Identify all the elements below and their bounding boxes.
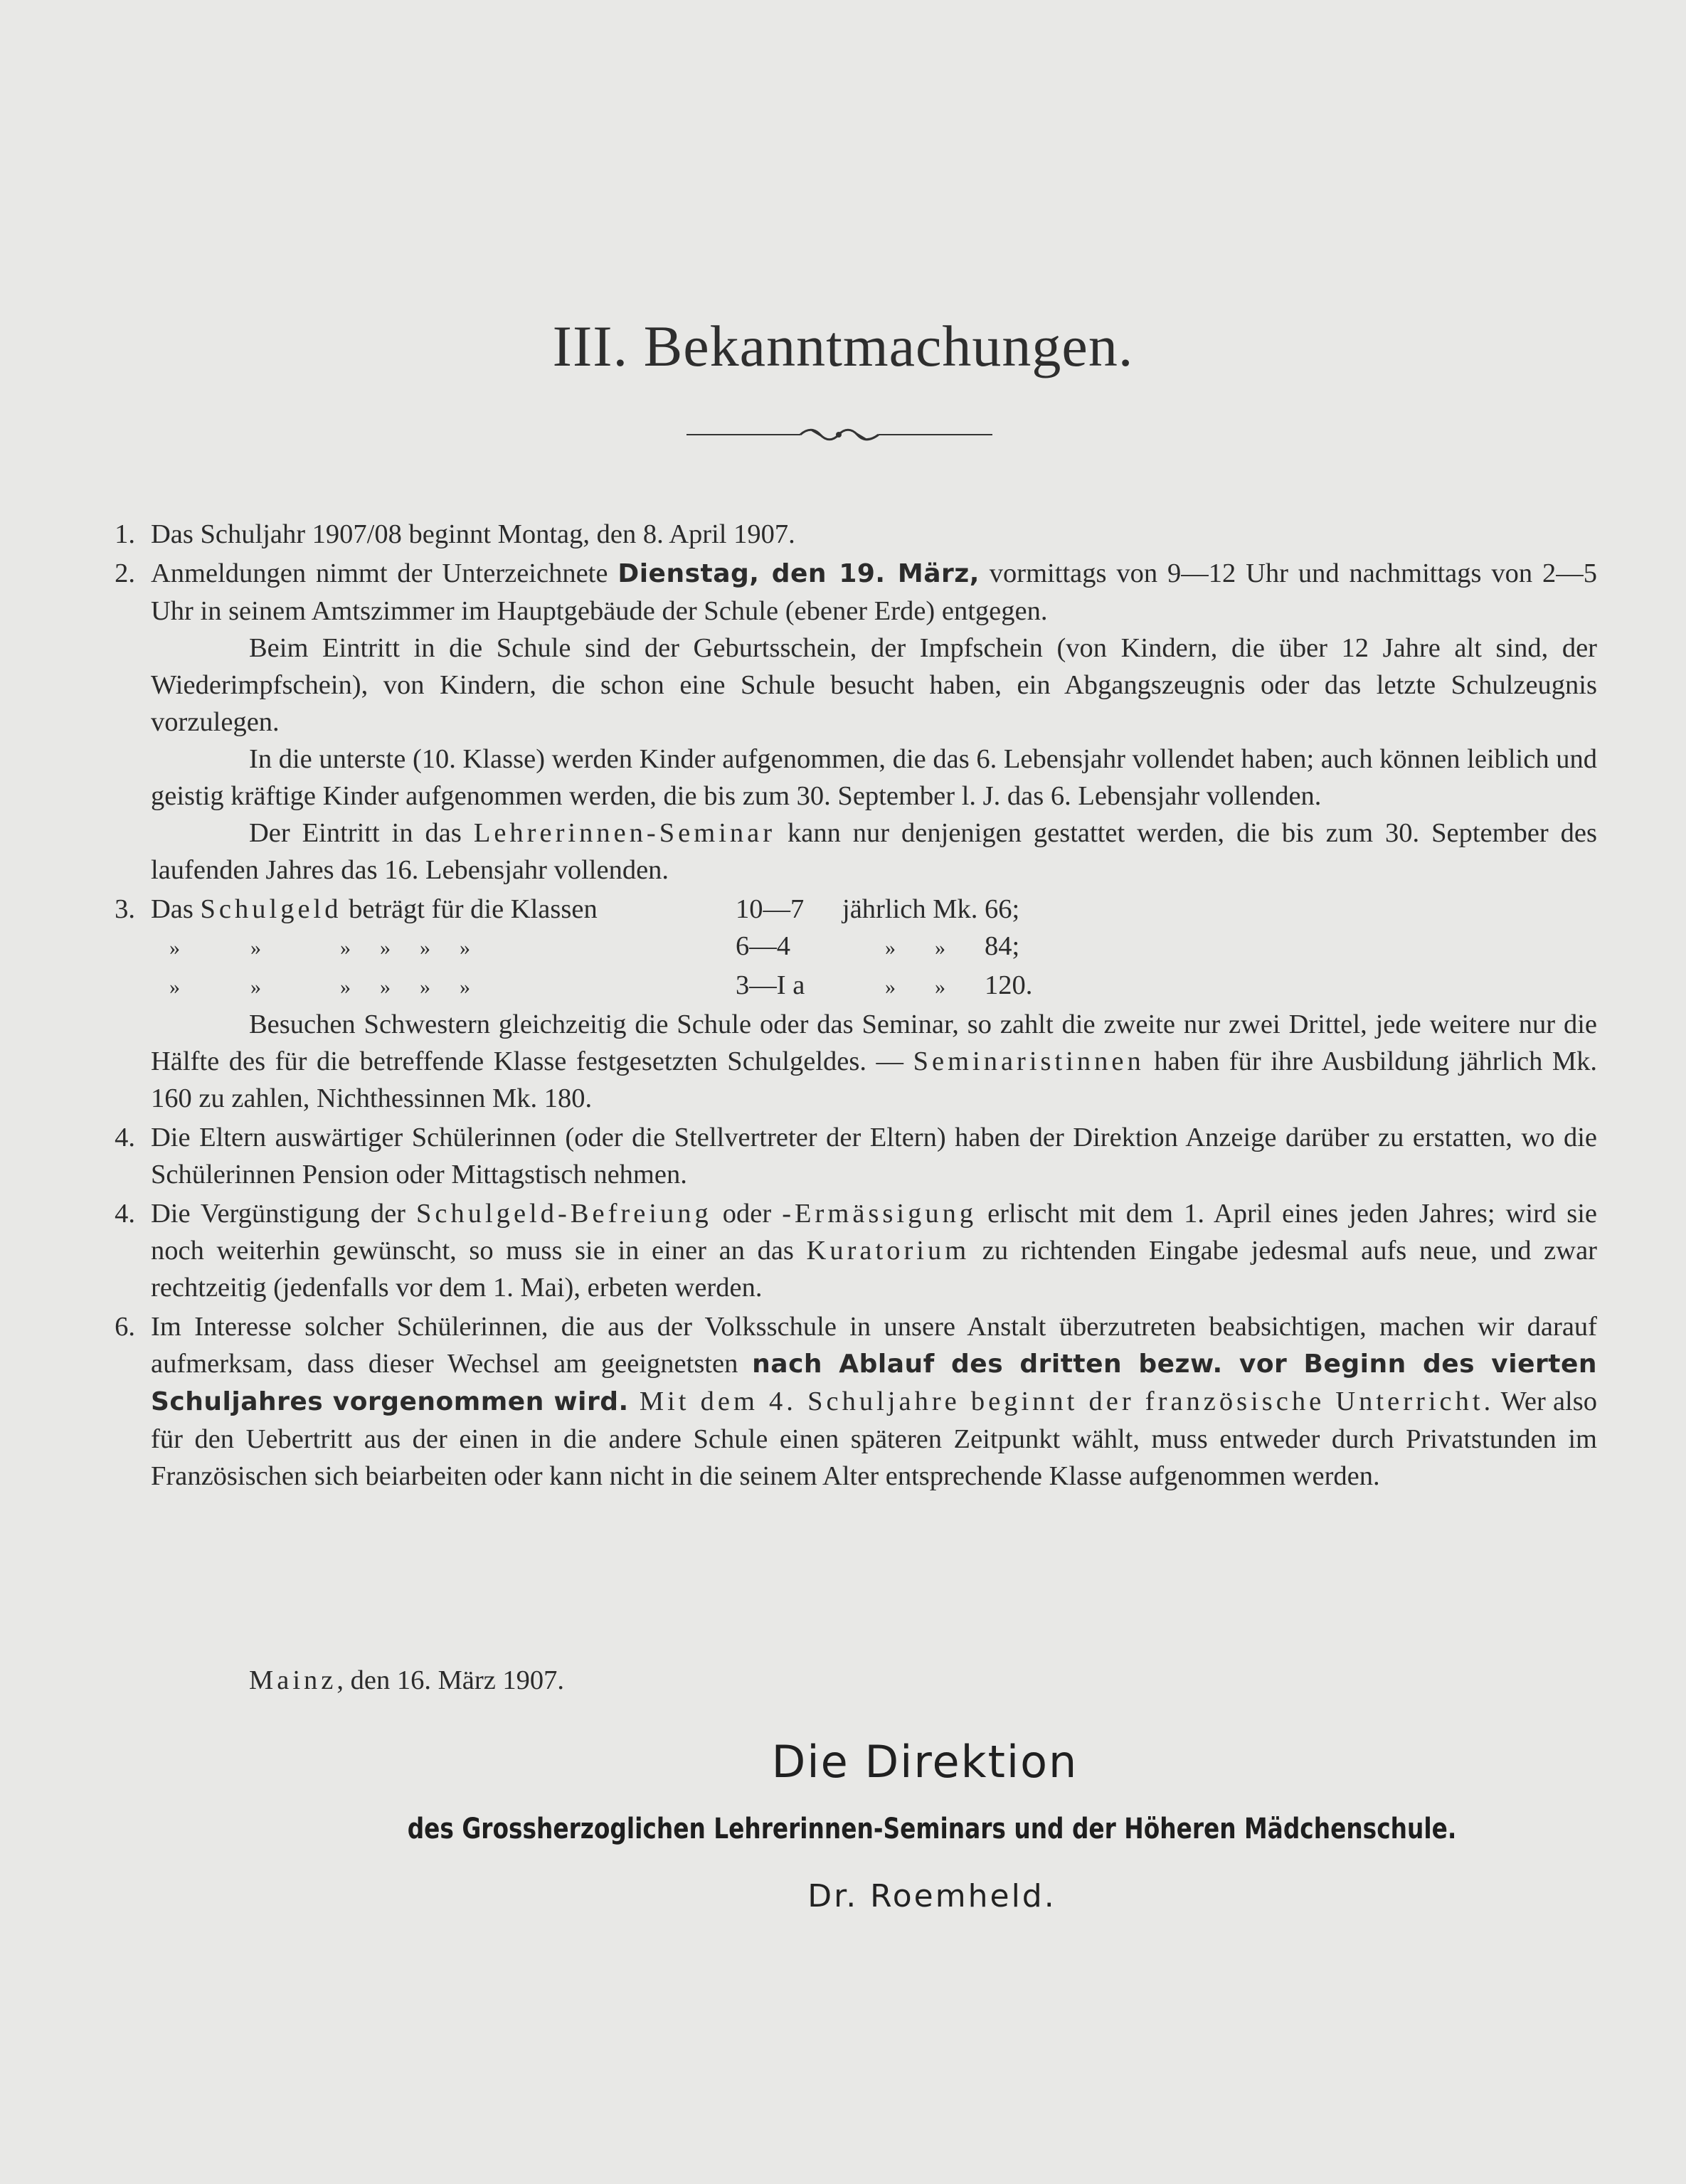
date: , den 16. März 1907. bbox=[336, 1665, 565, 1695]
list-item-4 bbox=[85, 1119, 1597, 1193]
item-number: 3. bbox=[115, 894, 135, 924]
admission-paragraph: In die unterste (10. Klasse) werden Kinder aufgenommen, die das 6. Lebensjahr vollendet haben; auch können leiblich und geistig kräftige Kinder aufgenommen werden, die bis zum 30. September l. J. das 6. Lebensjahr vollenden. bbox=[151, 744, 1597, 811]
item-number: 4. bbox=[115, 1123, 135, 1152]
item-number: 2. bbox=[115, 558, 135, 588]
ditto-marks: » » » » » » bbox=[169, 975, 470, 999]
fee-unit: jährlich Mk. bbox=[842, 894, 978, 924]
list-item-3 bbox=[85, 891, 1597, 1117]
registration-paragraph bbox=[151, 555, 1597, 630]
documents-paragraph: Beim Eintritt in die Schule sind der Geburtsschein, der Impfschein (von Kindern, die über 12 Jahre alt sind, der Wiederimpfschein), von Kindern, die schon eine Schule besucht haben, ein Abgangszeugnis oder das letzte Schulzeugnis vorzulegen. bbox=[151, 633, 1597, 737]
fee-amount: 66; bbox=[985, 894, 1020, 924]
text-run: Der Eintritt in das bbox=[249, 818, 474, 848]
fee-table bbox=[151, 891, 1032, 1006]
text-run: kann nur denjenigen gestattet werden, die bis zum 30. September des laufenden Jahres das 16. Lebensjahr vollenden. bbox=[151, 818, 1597, 885]
place-date bbox=[249, 1665, 564, 1696]
seminar-paragraph bbox=[151, 815, 1597, 889]
item-number: 4. bbox=[115, 1199, 135, 1229]
city: Mainz bbox=[249, 1665, 337, 1695]
bold-emphasis: nach Ablauf des dritten bezw. vor Beginn des vierten Schuljahres vorgenommen wird. bbox=[151, 1350, 1597, 1416]
spaced-term: Lehrerinnen-Seminar bbox=[473, 818, 776, 848]
fee-amount: 84; bbox=[985, 931, 1020, 961]
spaced-term: Schulgeld bbox=[200, 894, 342, 924]
ditto-marks: » » bbox=[885, 936, 945, 960]
text-run: vormittags von 9—12 Uhr und nachmittags von 2—5 Uhr in seinem Amtszimmer im Hauptgebäude der Schule (ebener Erde) entgegen. bbox=[151, 558, 1597, 626]
list-item-5 bbox=[85, 1195, 1597, 1306]
spaced-term: -Ermässigung bbox=[782, 1199, 977, 1229]
ditto-marks: » » » » » » bbox=[169, 936, 470, 960]
item-number: 6. bbox=[115, 1312, 135, 1342]
item-text: Im Interesse solcher Schülerinnen, die aus der Volksschule in unsere Anstalt überzutreten beabsichtigen, machen wir darauf aufmerksam, dass dieser Wechsel am geeignetsten nach Ablauf des dritten bezw. vor Beginn des vierten Schuljahres vorgenommen wird. Mit dem 4. Schuljahre beginnt der französische Unterricht. Wer also für den Uebertritt aus der einen in die andere Schule einen späteren Zeitpunkt wählt, muss entweder durch Privatstunden im Französischen sich beiarbeiten oder kann nicht in die seinem Alter entsprechende Klasse aufgenommen werden. bbox=[151, 1312, 1597, 1491]
signature-title: Die Direktion bbox=[771, 1736, 1078, 1788]
fee-label: Das Schulgeld beträgt für die Klassen bbox=[151, 894, 598, 924]
item-text: Das Schuljahr 1907/08 beginnt Montag, den 8. April 1907. bbox=[151, 519, 795, 549]
list-item-2 bbox=[85, 555, 1597, 889]
signer-name: Dr. Roemheld. bbox=[807, 1878, 1056, 1914]
fee-class-range: 3—I a bbox=[736, 970, 805, 1000]
announcement-list bbox=[85, 516, 1597, 1497]
text-run: Anmeldungen nimmt der Unterzeichnete bbox=[151, 558, 618, 588]
fee-class-range: 10—7 bbox=[736, 894, 805, 924]
siblings-paragraph: Besuchen Schwestern gleichzeitig die Schule oder das Seminar, so zahlt die zweite nur zwei Drittel, jede weitere nur die Hälfte des für die betreffende Klasse festgesetzten Schulgeldes. — Seminaristinnen haben für ihre Ausbildung jährlich Mk. 160 zu zahlen, Nichthessinnen Mk. 180. bbox=[151, 1009, 1597, 1113]
list-item-1 bbox=[85, 516, 1597, 553]
item-text: Die Eltern auswärtiger Schülerinnen (oder die Stellvertreter der Eltern) haben der Direktion Anzeige darüber zu erstatten, wo die Schülerinnen Pension oder Mittagstisch nehmen. bbox=[151, 1123, 1597, 1189]
fee-row bbox=[151, 967, 1032, 1006]
fee-row bbox=[151, 891, 1032, 928]
item-number: 1. bbox=[115, 519, 135, 549]
fee-class-range: 6—4 bbox=[736, 931, 790, 961]
spaced-term: Mit dem 4. Schuljahre beginnt der französische Unterricht. bbox=[628, 1387, 1495, 1416]
signature-institution: des Grossherzoglichen Lehrerinnen-Seminars und der Höheren Mädchenschule. bbox=[407, 1813, 1457, 1845]
bold-date: Dienstag, den 19. März, bbox=[617, 559, 980, 588]
fee-amount: 120. bbox=[985, 970, 1033, 1000]
spaced-term: Kuratorium bbox=[806, 1236, 970, 1266]
spaced-term: Schulgeld-Befreiung bbox=[416, 1199, 712, 1229]
item-text: Die Vergünstigung der Schulgeld-Befreiung oder -Ermässigung erlischt mit dem 1. April eines jeden Jahres; wird sie noch weiterhin gewünscht, so muss sie in einer an das Kuratorium zu richtenden Eingabe jedesmal aufs neue, und zwar rechtzeitig (jedenfalls vor dem 1. Mai), erbeten werden. bbox=[151, 1199, 1597, 1303]
list-item-6 bbox=[85, 1308, 1597, 1495]
ornament-divider-icon bbox=[686, 424, 992, 445]
page-title: III. Bekanntmachungen. bbox=[552, 314, 1134, 378]
ditto-marks: » » bbox=[885, 975, 945, 999]
spaced-term: Seminaristinnen bbox=[913, 1046, 1145, 1076]
fee-row bbox=[151, 928, 1032, 967]
